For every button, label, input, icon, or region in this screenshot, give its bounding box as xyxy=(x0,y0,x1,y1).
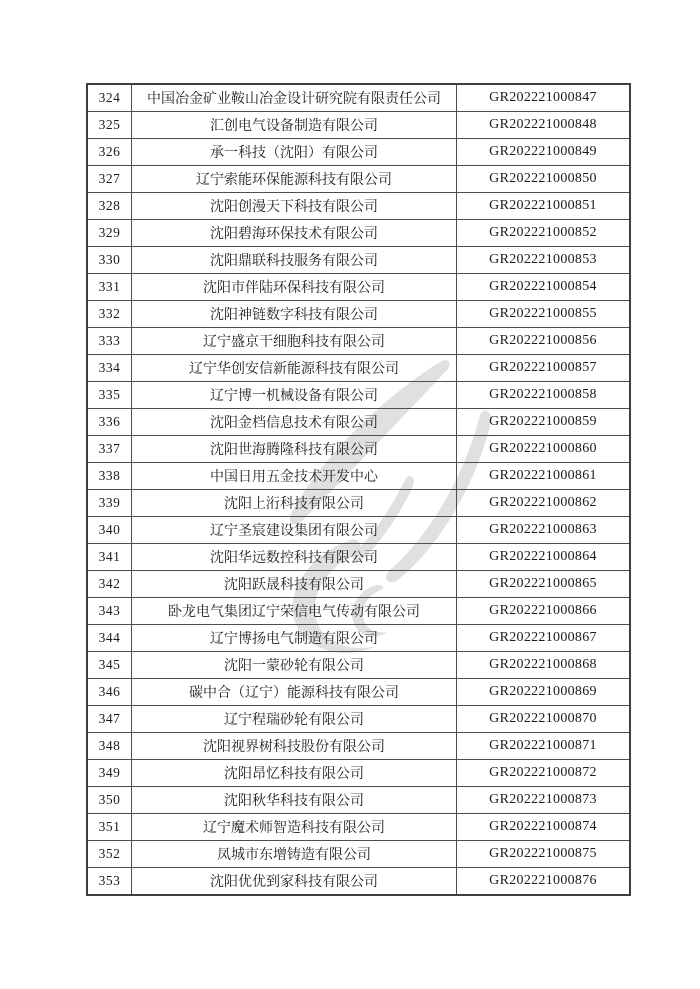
row-number-cell: 325 xyxy=(87,112,132,139)
table-row xyxy=(87,679,630,706)
certificate-code-cell: GR202221000862 xyxy=(457,490,631,517)
table-row xyxy=(87,652,630,679)
row-number-cell: 340 xyxy=(87,517,132,544)
certificate-code-cell: GR202221000875 xyxy=(457,841,631,868)
company-name-cell: 辽宁博扬电气制造有限公司 xyxy=(132,625,457,652)
row-number-cell: 339 xyxy=(87,490,132,517)
table-row xyxy=(87,274,630,301)
table-row xyxy=(87,220,630,247)
row-number-cell: 324 xyxy=(87,84,132,112)
certificate-code-cell: GR202221000856 xyxy=(457,328,631,355)
certificate-code-cell: GR202221000853 xyxy=(457,247,631,274)
company-name-cell: 沈阳神链数字科技有限公司 xyxy=(132,301,457,328)
company-name-cell: 辽宁圣宸建设集团有限公司 xyxy=(132,517,457,544)
table-row xyxy=(87,490,630,517)
company-name-cell: 沈阳鼎联科技服务有限公司 xyxy=(132,247,457,274)
company-name-cell: 沈阳昂忆科技有限公司 xyxy=(132,760,457,787)
table-row xyxy=(87,463,630,490)
certificate-code-cell: GR202221000847 xyxy=(457,84,631,112)
row-number-cell: 350 xyxy=(87,787,132,814)
company-name-cell: 沈阳金档信息技术有限公司 xyxy=(132,409,457,436)
company-name-cell: 辽宁索能环保能源科技有限公司 xyxy=(132,166,457,193)
row-number-cell: 336 xyxy=(87,409,132,436)
company-name-cell: 沈阳碧海环保技术有限公司 xyxy=(132,220,457,247)
certificate-code-cell: GR202221000864 xyxy=(457,544,631,571)
certificate-code-cell: GR202221000857 xyxy=(457,355,631,382)
company-name-cell: 沈阳优优到家科技有限公司 xyxy=(132,868,457,896)
certificate-code-cell: GR202221000871 xyxy=(457,733,631,760)
company-name-cell: 沈阳秋华科技有限公司 xyxy=(132,787,457,814)
certificate-code-cell: GR202221000874 xyxy=(457,814,631,841)
row-number-cell: 353 xyxy=(87,868,132,896)
company-name-cell: 沈阳创漫天下科技有限公司 xyxy=(132,193,457,220)
table-row xyxy=(87,84,630,112)
row-number-cell: 346 xyxy=(87,679,132,706)
row-number-cell: 338 xyxy=(87,463,132,490)
table-row xyxy=(87,733,630,760)
row-number-cell: 345 xyxy=(87,652,132,679)
table-row xyxy=(87,625,630,652)
company-name-cell: 辽宁华创安信新能源科技有限公司 xyxy=(132,355,457,382)
table-row xyxy=(87,760,630,787)
company-name-cell: 凤城市东增铸造有限公司 xyxy=(132,841,457,868)
table-row xyxy=(87,787,630,814)
company-name-cell: 沈阳上洐科技有限公司 xyxy=(132,490,457,517)
company-name-cell: 辽宁程瑞砂轮有限公司 xyxy=(132,706,457,733)
row-number-cell: 349 xyxy=(87,760,132,787)
company-name-cell: 沈阳世海腾隆科技有限公司 xyxy=(132,436,457,463)
certificate-code-cell: GR202221000848 xyxy=(457,112,631,139)
row-number-cell: 351 xyxy=(87,814,132,841)
certificate-code-cell: GR202221000876 xyxy=(457,868,631,896)
certificate-code-cell: GR202221000850 xyxy=(457,166,631,193)
row-number-cell: 331 xyxy=(87,274,132,301)
table-row xyxy=(87,598,630,625)
row-number-cell: 333 xyxy=(87,328,132,355)
row-number-cell: 348 xyxy=(87,733,132,760)
certificate-code-cell: GR202221000858 xyxy=(457,382,631,409)
row-number-cell: 329 xyxy=(87,220,132,247)
certificate-code-cell: GR202221000863 xyxy=(457,517,631,544)
table-row xyxy=(87,382,630,409)
row-number-cell: 335 xyxy=(87,382,132,409)
certificate-code-cell: GR202221000859 xyxy=(457,409,631,436)
certificate-code-cell: GR202221000855 xyxy=(457,301,631,328)
table-row xyxy=(87,841,630,868)
row-number-cell: 337 xyxy=(87,436,132,463)
row-number-cell: 347 xyxy=(87,706,132,733)
table-row xyxy=(87,193,630,220)
row-number-cell: 327 xyxy=(87,166,132,193)
table-row xyxy=(87,166,630,193)
company-name-cell: 沈阳视界树科技股份有限公司 xyxy=(132,733,457,760)
table-row xyxy=(87,544,630,571)
table-row xyxy=(87,247,630,274)
registry-table xyxy=(86,83,631,896)
certificate-code-cell: GR202221000873 xyxy=(457,787,631,814)
company-name-cell: 承一科技（沈阳）有限公司 xyxy=(132,139,457,166)
table-row xyxy=(87,328,630,355)
table-row xyxy=(87,436,630,463)
certificate-code-cell: GR202221000869 xyxy=(457,679,631,706)
certificate-code-cell: GR202221000868 xyxy=(457,652,631,679)
row-number-cell: 343 xyxy=(87,598,132,625)
certificate-code-cell: GR202221000861 xyxy=(457,463,631,490)
table-row xyxy=(87,355,630,382)
company-name-cell: 沈阳华远数控科技有限公司 xyxy=(132,544,457,571)
row-number-cell: 328 xyxy=(87,193,132,220)
company-name-cell: 辽宁博一机械设备有限公司 xyxy=(132,382,457,409)
company-name-cell: 沈阳市伴陆环保科技有限公司 xyxy=(132,274,457,301)
row-number-cell: 332 xyxy=(87,301,132,328)
certificate-code-cell: GR202221000872 xyxy=(457,760,631,787)
row-number-cell: 352 xyxy=(87,841,132,868)
table-row xyxy=(87,868,630,896)
company-name-cell: 中国冶金矿业鞍山冶金设计研究院有限责任公司 xyxy=(132,84,457,112)
certificate-code-cell: GR202221000865 xyxy=(457,571,631,598)
company-name-cell: 辽宁魔术师智造科技有限公司 xyxy=(132,814,457,841)
company-name-cell: 卧龙电气集团辽宁荣信电气传动有限公司 xyxy=(132,598,457,625)
certificate-code-cell: GR202221000867 xyxy=(457,625,631,652)
row-number-cell: 341 xyxy=(87,544,132,571)
company-name-cell: 碳中合（辽宁）能源科技有限公司 xyxy=(132,679,457,706)
certificate-code-cell: GR202221000854 xyxy=(457,274,631,301)
row-number-cell: 326 xyxy=(87,139,132,166)
table-row xyxy=(87,706,630,733)
company-name-cell: 沈阳跃晟科技有限公司 xyxy=(132,571,457,598)
row-number-cell: 342 xyxy=(87,571,132,598)
table-row xyxy=(87,301,630,328)
table-row xyxy=(87,409,630,436)
company-name-cell: 汇创电气设备制造有限公司 xyxy=(132,112,457,139)
row-number-cell: 344 xyxy=(87,625,132,652)
row-number-cell: 334 xyxy=(87,355,132,382)
certificate-code-cell: GR202221000870 xyxy=(457,706,631,733)
table-row xyxy=(87,517,630,544)
table-row xyxy=(87,571,630,598)
table-row xyxy=(87,814,630,841)
certificate-code-cell: GR202221000852 xyxy=(457,220,631,247)
certificate-code-cell: GR202221000851 xyxy=(457,193,631,220)
company-name-cell: 中国日用五金技术开发中心 xyxy=(132,463,457,490)
row-number-cell: 330 xyxy=(87,247,132,274)
table-row xyxy=(87,139,630,166)
certificate-code-cell: GR202221000849 xyxy=(457,139,631,166)
certificate-code-cell: GR202221000866 xyxy=(457,598,631,625)
table-row xyxy=(87,112,630,139)
company-name-cell: 辽宁盛京干细胞科技有限公司 xyxy=(132,328,457,355)
company-name-cell: 沈阳一蒙砂轮有限公司 xyxy=(132,652,457,679)
certificate-code-cell: GR202221000860 xyxy=(457,436,631,463)
